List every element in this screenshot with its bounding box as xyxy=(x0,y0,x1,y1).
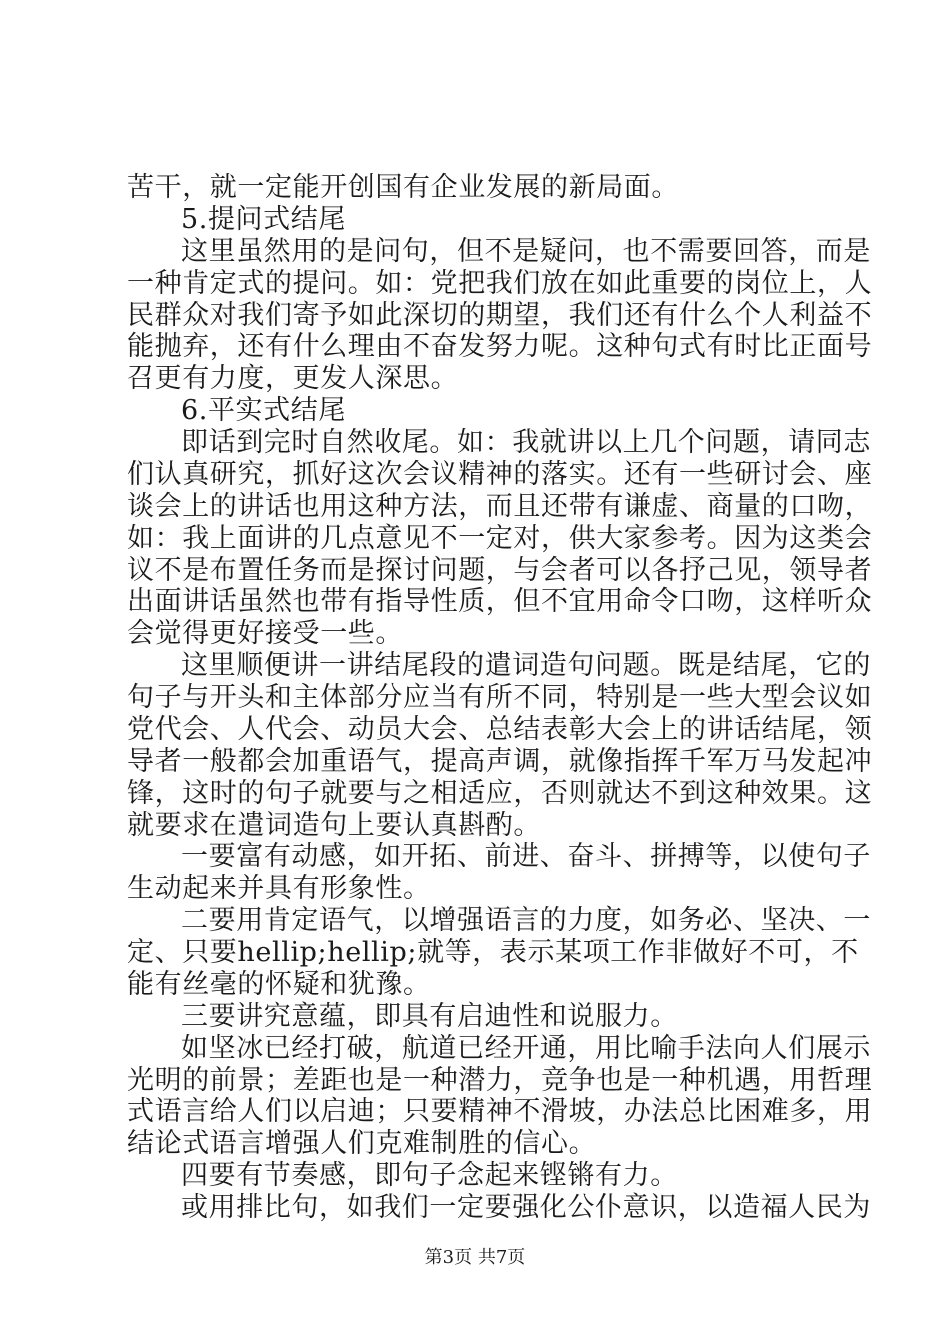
text-line: 会觉得更好接受一些。 xyxy=(127,618,403,649)
text-line: 四要有节奏感，即句子念起来铿锵有力。 xyxy=(181,1160,678,1191)
text-line: 苦干，就一定能开创国有企业发展的新局面。 xyxy=(127,172,679,203)
text-line: 光明的前景；差距也是一种潜力，竞争也是一种机遇，用哲理 xyxy=(127,1065,873,1096)
text-line: 能抛弃，还有什么理由不奋发努力呢。这种句式有时比正面号 xyxy=(127,331,873,362)
text-line: 句子与开头和主体部分应当有所不同，特别是一些大型会议如 xyxy=(127,682,873,713)
text-line: 锋，这时的句子就要与之相适应，否则就达不到这种效果。这 xyxy=(127,778,873,809)
text-line: 导者一般都会加重语气，提高声调，就像指挥千军万马发起冲 xyxy=(127,746,873,777)
text-line: 定、只要hellip;hellip;就等，表示某项工作非做好不可，不 xyxy=(127,937,859,968)
text-line: 能有丝毫的怀疑和犹豫。 xyxy=(127,969,431,1000)
text-line: 式语言给人们以启迪；只要精神不滑坡，办法总比困难多，用 xyxy=(127,1096,873,1127)
page-number-footer: 第3页 共7页 xyxy=(424,1247,526,1268)
text-line: 民群众对我们寄予如此深切的期望，我们还有什么个人利益不 xyxy=(127,300,873,331)
text-line: 这里虽然用的是问句，但不是疑问，也不需要回答，而是 xyxy=(181,236,871,267)
text-line: 谈会上的讲话也用这种方法，而且还带有谦虚、商量的口吻， xyxy=(127,491,873,522)
section-heading: 5.提问式结尾 xyxy=(181,204,346,235)
text-line: 们认真研究，抓好这次会议精神的落实。还有一些研讨会、座 xyxy=(127,459,873,490)
text-line: 生动起来并具有形象性。 xyxy=(127,873,431,904)
text-line: 即话到完时自然收尾。如：我就讲以上几个问题，请同志 xyxy=(181,427,871,458)
text-line: 这里顺便讲一讲结尾段的遣词造句问题。既是结尾，它的 xyxy=(181,650,871,681)
text-line: 结论式语言增强人们克难制胜的信心。 xyxy=(127,1128,597,1159)
text-line: 出面讲话虽然也带有指导性质，但不宜用命令口吻，这样听众 xyxy=(127,586,873,617)
text-line: 议不是布置任务而是探讨问题，与会者可以各抒己见，领导者 xyxy=(127,555,873,586)
section-heading: 6.平实式结尾 xyxy=(181,395,346,426)
text-line: 三要讲究意蕴，即具有启迪性和说服力。 xyxy=(181,1001,678,1032)
text-line: 如：我上面讲的几点意见不一定对，供大家参考。因为这类会 xyxy=(127,523,873,554)
text-line: 党代会、人代会、动员大会、总结表彰大会上的讲话结尾，领 xyxy=(127,714,873,745)
text-line: 召更有力度，更发人深思。 xyxy=(127,363,459,394)
text-line: 或用排比句，如我们一定要强化公仆意识，以造福人民为 xyxy=(181,1192,871,1223)
text-line: 二要用肯定语气，以增强语言的力度，如务必、坚决、一 xyxy=(181,905,871,936)
text-line: 一要富有动感，如开拓、前进、奋斗、拼搏等，以使句子 xyxy=(181,841,871,872)
text-line: 就要求在遣词造句上要认真斟酌。 xyxy=(127,810,541,841)
text-line: 如坚冰已经打破，航道已经开通，用比喻手法向人们展示 xyxy=(181,1033,871,1064)
text-line: 一种肯定式的提问。如：党把我们放在如此重要的岗位上，人 xyxy=(127,268,873,299)
